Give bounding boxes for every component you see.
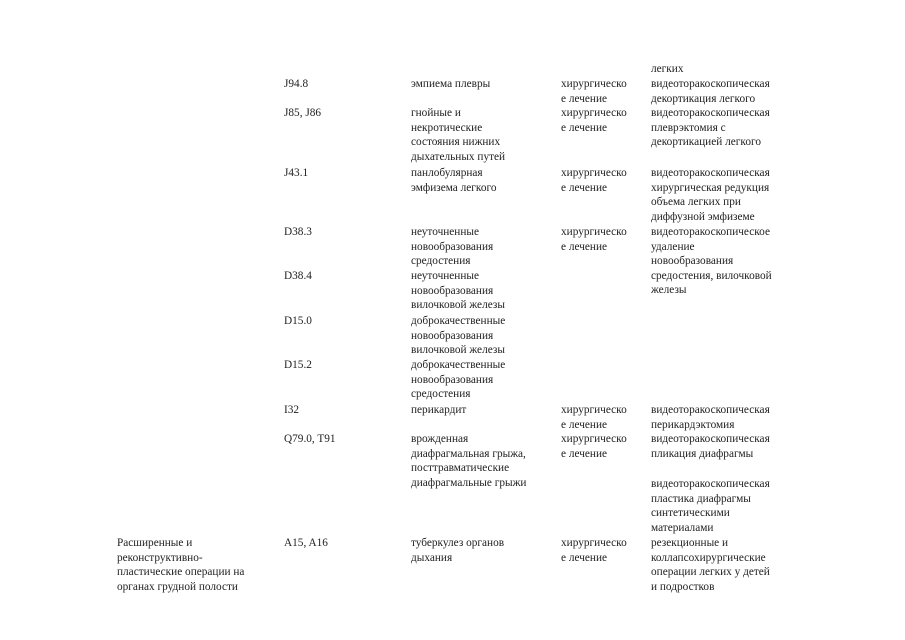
diagnosis-cell: перикардит [411,404,467,416]
diagnosis-cell: гнойные и некротические состояния нижних дыхательных путей [411,107,506,163]
treatment-type-cell: хирургическо е лечение [561,78,627,105]
icd-code-cell: A15, A16 [284,537,328,549]
treatment-type-cell: хирургическо е лечение [561,226,627,253]
method-cell: легких [651,63,684,75]
icd-code-cell: D15.0 [284,315,312,327]
method-cell: видеоторакоскопическая пластика диафрагмы синтетическими материалами [651,478,770,534]
diagnosis-cell: доброкачественные новообразования вилочковой железы [411,315,506,357]
diagnosis-cell: туберкулез органов дыхания [411,537,505,564]
method-cell: видеоторакоскопическая хирургическая редукция объема легких при диффузной эмфиземе [651,167,770,223]
diagnosis-cell: панлобулярная эмфизема легкого [411,167,497,194]
diagnosis-cell: неуточненные новообразования вилочковой железы [411,270,505,312]
icd-code-cell: D38.3 [284,226,312,238]
icd-code-cell: I32 [284,404,300,416]
diagnosis-cell: эмпиема плевры [411,78,491,90]
icd-code-cell: D15.2 [284,359,312,371]
method-cell: видеоторакоскопическая плеврэктомия с декортикацией легкого [651,107,770,149]
diagnosis-cell: врожденная диафрагмальная грыжа, посттравматические диафрагмальные грыжи [411,433,527,489]
method-cell: видеоторакоскопическое удаление новообразования средостения, вилочковой железы [651,226,772,297]
treatment-type-cell: хирургическо е лечение [561,167,627,194]
treatment-type-cell: хирургическо е лечение [561,404,627,431]
method-cell: резекционные и коллапсохирургические операции легких у детей и подростков [651,537,770,593]
treatment-type-cell: хирургическо е лечение [561,537,627,564]
section-title-cell: Расширенные и реконструктивно- пластические операции на органах грудной полости [117,537,245,593]
treatment-type-cell: хирургическо е лечение [561,433,627,460]
icd-code-cell: J94.8 [284,78,309,90]
icd-code-cell: Q79.0, T91 [284,433,336,445]
diagnosis-cell: доброкачественные новообразования средостения [411,359,506,401]
diagnosis-cell: неуточненные новообразования средостения [411,226,494,268]
icd-code-cell: J85, J86 [284,107,322,119]
method-cell: видеоторакоскопическая перикардэктомия [651,404,770,431]
treatment-type-cell: хирургическо е лечение [561,107,627,134]
icd-code-cell: J43.1 [284,167,309,179]
icd-code-cell: D38.4 [284,270,312,282]
method-cell: видеоторакоскопическая декортикация легкого [651,78,770,105]
method-cell: видеоторакоскопическая пликация диафрагмы [651,433,770,460]
